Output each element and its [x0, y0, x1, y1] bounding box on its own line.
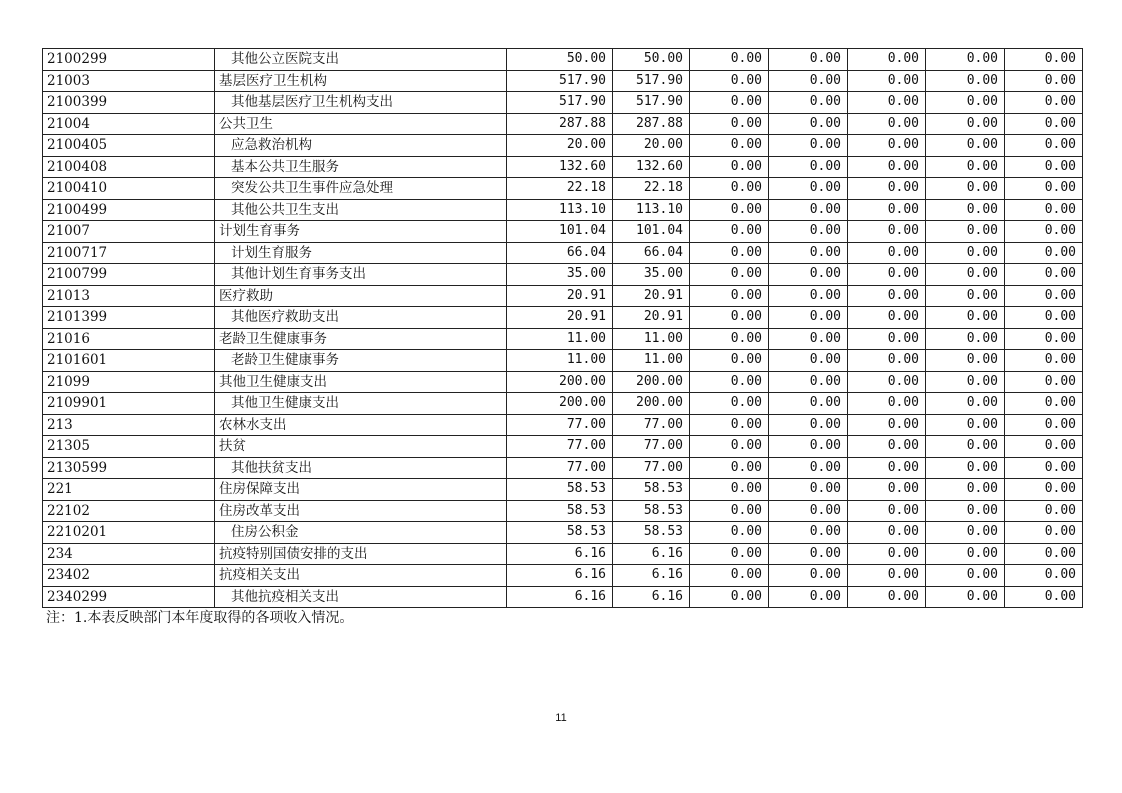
table-row	[43, 522, 1083, 544]
amount-cell: 0.00	[769, 221, 848, 243]
amount-cell: 0.00	[848, 328, 926, 350]
amount-cell: 0.00	[926, 242, 1005, 264]
amount-cell: 0.00	[769, 49, 848, 71]
amount-cell: 0.00	[926, 264, 1005, 286]
subject-code-cell: 2101601	[43, 350, 215, 372]
amount-cell: 0.00	[926, 457, 1005, 479]
table-row	[43, 92, 1083, 114]
amount-cell: 0.00	[690, 113, 769, 135]
table-note: 注：1.本表反映部门本年度取得的各项收入情况。	[46, 610, 354, 626]
amount-cell: 58.53	[613, 479, 690, 501]
table-row	[43, 264, 1083, 286]
subject-name-cell: 其他卫生健康支出	[215, 393, 507, 415]
subject-code-cell: 221	[43, 479, 215, 501]
amount-cell: 287.88	[613, 113, 690, 135]
subject-code-cell: 2100717	[43, 242, 215, 264]
amount-cell: 0.00	[769, 586, 848, 608]
subject-name-cell: 其他抗疫相关支出	[215, 586, 507, 608]
amount-cell: 0.00	[1005, 500, 1083, 522]
amount-cell: 0.00	[848, 457, 926, 479]
amount-cell: 517.90	[507, 92, 613, 114]
subject-code-cell: 2340299	[43, 586, 215, 608]
table-row	[43, 393, 1083, 415]
amount-cell: 0.00	[690, 436, 769, 458]
amount-cell: 0.00	[1005, 457, 1083, 479]
table-row	[43, 156, 1083, 178]
amount-cell: 200.00	[613, 393, 690, 415]
subject-code-cell: 2109901	[43, 393, 215, 415]
amount-cell: 58.53	[507, 500, 613, 522]
subject-name-cell: 农林水支出	[215, 414, 507, 436]
amount-cell: 0.00	[1005, 479, 1083, 501]
amount-cell: 20.91	[613, 285, 690, 307]
amount-cell: 0.00	[690, 264, 769, 286]
table-row	[43, 113, 1083, 135]
amount-cell: 0.00	[769, 264, 848, 286]
amount-cell: 0.00	[848, 565, 926, 587]
amount-cell: 58.53	[613, 500, 690, 522]
amount-cell: 0.00	[1005, 178, 1083, 200]
amount-cell: 20.91	[507, 285, 613, 307]
amount-cell: 0.00	[1005, 350, 1083, 372]
amount-cell: 101.04	[613, 221, 690, 243]
amount-cell: 0.00	[848, 350, 926, 372]
amount-cell: 200.00	[507, 371, 613, 393]
amount-cell: 0.00	[848, 199, 926, 221]
subject-name-cell: 住房公积金	[215, 522, 507, 544]
table-row	[43, 221, 1083, 243]
subject-name-cell: 突发公共卫生事件应急处理	[215, 178, 507, 200]
amount-cell: 0.00	[769, 436, 848, 458]
subject-name-cell: 基本公共卫生服务	[215, 156, 507, 178]
amount-cell: 0.00	[769, 393, 848, 415]
amount-cell: 0.00	[848, 178, 926, 200]
amount-cell: 6.16	[613, 586, 690, 608]
table-row	[43, 414, 1083, 436]
amount-cell: 0.00	[926, 393, 1005, 415]
amount-cell: 113.10	[613, 199, 690, 221]
amount-cell: 0.00	[769, 565, 848, 587]
amount-cell: 50.00	[613, 49, 690, 71]
subject-name-cell: 扶贫	[215, 436, 507, 458]
amount-cell: 113.10	[507, 199, 613, 221]
subject-code-cell: 21003	[43, 70, 215, 92]
amount-cell: 0.00	[769, 242, 848, 264]
amount-cell: 0.00	[926, 522, 1005, 544]
subject-code-cell: 2100410	[43, 178, 215, 200]
amount-cell: 50.00	[507, 49, 613, 71]
amount-cell: 0.00	[690, 328, 769, 350]
amount-cell: 0.00	[848, 242, 926, 264]
amount-cell: 0.00	[690, 92, 769, 114]
subject-name-cell: 抗疫相关支出	[215, 565, 507, 587]
amount-cell: 0.00	[926, 586, 1005, 608]
amount-cell: 58.53	[507, 479, 613, 501]
subject-name-cell: 计划生育事务	[215, 221, 507, 243]
subject-code-cell: 2130599	[43, 457, 215, 479]
amount-cell: 0.00	[690, 156, 769, 178]
amount-cell: 0.00	[926, 49, 1005, 71]
subject-code-cell: 2101399	[43, 307, 215, 329]
amount-cell: 77.00	[507, 436, 613, 458]
subject-name-cell: 医疗救助	[215, 285, 507, 307]
amount-cell: 0.00	[690, 414, 769, 436]
amount-cell: 11.00	[613, 328, 690, 350]
amount-cell: 0.00	[1005, 586, 1083, 608]
amount-cell: 0.00	[1005, 113, 1083, 135]
amount-cell: 0.00	[769, 135, 848, 157]
table-row	[43, 307, 1083, 329]
amount-cell: 0.00	[1005, 543, 1083, 565]
amount-cell: 0.00	[926, 436, 1005, 458]
amount-cell: 287.88	[507, 113, 613, 135]
amount-cell: 6.16	[613, 543, 690, 565]
amount-cell: 0.00	[690, 393, 769, 415]
table-row	[43, 70, 1083, 92]
amount-cell: 0.00	[1005, 264, 1083, 286]
amount-cell: 0.00	[690, 178, 769, 200]
amount-cell: 0.00	[769, 156, 848, 178]
amount-cell: 0.00	[690, 135, 769, 157]
amount-cell: 66.04	[613, 242, 690, 264]
subject-code-cell: 2100399	[43, 92, 215, 114]
subject-code-cell: 22102	[43, 500, 215, 522]
amount-cell: 0.00	[848, 70, 926, 92]
amount-cell: 101.04	[507, 221, 613, 243]
amount-cell: 0.00	[1005, 199, 1083, 221]
table-row	[43, 135, 1083, 157]
amount-cell: 58.53	[507, 522, 613, 544]
subject-code-cell: 21013	[43, 285, 215, 307]
subject-code-cell: 2100405	[43, 135, 215, 157]
amount-cell: 0.00	[848, 371, 926, 393]
subject-name-cell: 其他扶贫支出	[215, 457, 507, 479]
table-row	[43, 500, 1083, 522]
amount-cell: 0.00	[769, 371, 848, 393]
amount-cell: 0.00	[769, 92, 848, 114]
budget-table-container	[42, 48, 1082, 608]
amount-cell: 0.00	[1005, 221, 1083, 243]
amount-cell: 0.00	[926, 70, 1005, 92]
budget-table	[42, 48, 1083, 608]
table-body	[43, 49, 1083, 608]
table-row	[43, 199, 1083, 221]
amount-cell: 0.00	[926, 285, 1005, 307]
table-row	[43, 285, 1083, 307]
amount-cell: 0.00	[848, 135, 926, 157]
subject-name-cell: 其他基层医疗卫生机构支出	[215, 92, 507, 114]
amount-cell: 0.00	[690, 500, 769, 522]
table-row	[43, 565, 1083, 587]
amount-cell: 0.00	[1005, 328, 1083, 350]
amount-cell: 0.00	[926, 543, 1005, 565]
amount-cell: 0.00	[926, 92, 1005, 114]
amount-cell: 11.00	[613, 350, 690, 372]
subject-name-cell: 其他计划生育事务支出	[215, 264, 507, 286]
subject-name-cell: 老龄卫生健康事务	[215, 350, 507, 372]
table-row	[43, 586, 1083, 608]
amount-cell: 6.16	[507, 586, 613, 608]
amount-cell: 0.00	[769, 285, 848, 307]
amount-cell: 0.00	[769, 414, 848, 436]
amount-cell: 0.00	[769, 350, 848, 372]
amount-cell: 0.00	[690, 522, 769, 544]
amount-cell: 0.00	[769, 199, 848, 221]
amount-cell: 0.00	[926, 414, 1005, 436]
amount-cell: 6.16	[507, 565, 613, 587]
amount-cell: 0.00	[1005, 414, 1083, 436]
subject-name-cell: 其他公立医院支出	[215, 49, 507, 71]
amount-cell: 0.00	[848, 586, 926, 608]
amount-cell: 517.90	[507, 70, 613, 92]
amount-cell: 0.00	[848, 285, 926, 307]
amount-cell: 0.00	[769, 328, 848, 350]
amount-cell: 0.00	[926, 500, 1005, 522]
amount-cell: 0.00	[926, 565, 1005, 587]
amount-cell: 6.16	[613, 565, 690, 587]
amount-cell: 35.00	[613, 264, 690, 286]
amount-cell: 0.00	[926, 199, 1005, 221]
amount-cell: 0.00	[690, 199, 769, 221]
amount-cell: 77.00	[613, 436, 690, 458]
amount-cell: 11.00	[507, 350, 613, 372]
amount-cell: 132.60	[507, 156, 613, 178]
table-row	[43, 371, 1083, 393]
table-row	[43, 436, 1083, 458]
table-row	[43, 350, 1083, 372]
amount-cell: 22.18	[613, 178, 690, 200]
subject-name-cell: 住房保障支出	[215, 479, 507, 501]
amount-cell: 0.00	[848, 92, 926, 114]
amount-cell: 0.00	[1005, 156, 1083, 178]
amount-cell: 0.00	[1005, 565, 1083, 587]
amount-cell: 132.60	[613, 156, 690, 178]
amount-cell: 0.00	[848, 479, 926, 501]
subject-name-cell: 其他公共卫生支出	[215, 199, 507, 221]
table-row	[43, 328, 1083, 350]
subject-name-cell: 老龄卫生健康事务	[215, 328, 507, 350]
amount-cell: 0.00	[769, 113, 848, 135]
table-row	[43, 178, 1083, 200]
subject-name-cell: 公共卫生	[215, 113, 507, 135]
subject-code-cell: 23402	[43, 565, 215, 587]
amount-cell: 0.00	[926, 221, 1005, 243]
amount-cell: 0.00	[1005, 285, 1083, 307]
subject-name-cell: 基层医疗卫生机构	[215, 70, 507, 92]
amount-cell: 0.00	[926, 113, 1005, 135]
amount-cell: 0.00	[926, 178, 1005, 200]
amount-cell: 0.00	[690, 371, 769, 393]
page-number: 11	[555, 712, 567, 724]
amount-cell: 0.00	[848, 113, 926, 135]
amount-cell: 0.00	[1005, 92, 1083, 114]
amount-cell: 0.00	[1005, 242, 1083, 264]
amount-cell: 0.00	[769, 457, 848, 479]
amount-cell: 77.00	[613, 457, 690, 479]
amount-cell: 200.00	[613, 371, 690, 393]
amount-cell: 0.00	[769, 479, 848, 501]
table-row	[43, 49, 1083, 71]
amount-cell: 35.00	[507, 264, 613, 286]
amount-cell: 0.00	[848, 500, 926, 522]
amount-cell: 58.53	[613, 522, 690, 544]
subject-code-cell: 2100408	[43, 156, 215, 178]
amount-cell: 20.91	[613, 307, 690, 329]
amount-cell: 0.00	[1005, 393, 1083, 415]
amount-cell: 517.90	[613, 70, 690, 92]
subject-code-cell: 21099	[43, 371, 215, 393]
subject-code-cell: 21004	[43, 113, 215, 135]
amount-cell: 0.00	[926, 307, 1005, 329]
amount-cell: 0.00	[690, 479, 769, 501]
subject-name-cell: 其他医疗救助支出	[215, 307, 507, 329]
amount-cell: 20.00	[507, 135, 613, 157]
amount-cell: 0.00	[848, 393, 926, 415]
amount-cell: 0.00	[1005, 522, 1083, 544]
amount-cell: 0.00	[769, 522, 848, 544]
amount-cell: 0.00	[848, 221, 926, 243]
table-row	[43, 457, 1083, 479]
subject-name-cell: 其他卫生健康支出	[215, 371, 507, 393]
subject-code-cell: 213	[43, 414, 215, 436]
subject-name-cell: 计划生育服务	[215, 242, 507, 264]
amount-cell: 0.00	[926, 135, 1005, 157]
amount-cell: 0.00	[926, 328, 1005, 350]
amount-cell: 0.00	[769, 70, 848, 92]
amount-cell: 200.00	[507, 393, 613, 415]
amount-cell: 0.00	[1005, 49, 1083, 71]
amount-cell: 0.00	[926, 350, 1005, 372]
amount-cell: 0.00	[848, 156, 926, 178]
subject-name-cell: 住房改革支出	[215, 500, 507, 522]
table-row	[43, 543, 1083, 565]
amount-cell: 517.90	[613, 92, 690, 114]
amount-cell: 0.00	[848, 49, 926, 71]
amount-cell: 77.00	[507, 457, 613, 479]
amount-cell: 0.00	[1005, 70, 1083, 92]
table-row	[43, 242, 1083, 264]
amount-cell: 0.00	[1005, 135, 1083, 157]
amount-cell: 0.00	[769, 500, 848, 522]
amount-cell: 0.00	[690, 242, 769, 264]
amount-cell: 0.00	[690, 221, 769, 243]
amount-cell: 0.00	[690, 565, 769, 587]
amount-cell: 0.00	[926, 371, 1005, 393]
amount-cell: 0.00	[690, 350, 769, 372]
subject-code-cell: 2100799	[43, 264, 215, 286]
amount-cell: 66.04	[507, 242, 613, 264]
subject-code-cell: 2100499	[43, 199, 215, 221]
table-row	[43, 479, 1083, 501]
subject-name-cell: 应急救治机构	[215, 135, 507, 157]
amount-cell: 77.00	[613, 414, 690, 436]
amount-cell: 0.00	[848, 522, 926, 544]
amount-cell: 0.00	[690, 586, 769, 608]
amount-cell: 0.00	[690, 70, 769, 92]
amount-cell: 0.00	[848, 307, 926, 329]
amount-cell: 0.00	[690, 543, 769, 565]
subject-code-cell: 21016	[43, 328, 215, 350]
subject-code-cell: 2210201	[43, 522, 215, 544]
subject-code-cell: 21007	[43, 221, 215, 243]
subject-code-cell: 2100299	[43, 49, 215, 71]
amount-cell: 0.00	[769, 178, 848, 200]
amount-cell: 0.00	[848, 414, 926, 436]
amount-cell: 0.00	[926, 156, 1005, 178]
amount-cell: 0.00	[690, 307, 769, 329]
amount-cell: 22.18	[507, 178, 613, 200]
amount-cell: 0.00	[690, 49, 769, 71]
amount-cell: 0.00	[926, 479, 1005, 501]
amount-cell: 0.00	[848, 264, 926, 286]
amount-cell: 0.00	[769, 543, 848, 565]
amount-cell: 0.00	[769, 307, 848, 329]
amount-cell: 77.00	[507, 414, 613, 436]
amount-cell: 20.91	[507, 307, 613, 329]
subject-code-cell: 234	[43, 543, 215, 565]
amount-cell: 0.00	[848, 436, 926, 458]
amount-cell: 11.00	[507, 328, 613, 350]
subject-name-cell: 抗疫特别国债安排的支出	[215, 543, 507, 565]
amount-cell: 6.16	[507, 543, 613, 565]
amount-cell: 0.00	[690, 457, 769, 479]
amount-cell: 0.00	[1005, 436, 1083, 458]
amount-cell: 0.00	[690, 285, 769, 307]
amount-cell: 0.00	[848, 543, 926, 565]
amount-cell: 20.00	[613, 135, 690, 157]
amount-cell: 0.00	[1005, 371, 1083, 393]
amount-cell: 0.00	[1005, 307, 1083, 329]
subject-code-cell: 21305	[43, 436, 215, 458]
